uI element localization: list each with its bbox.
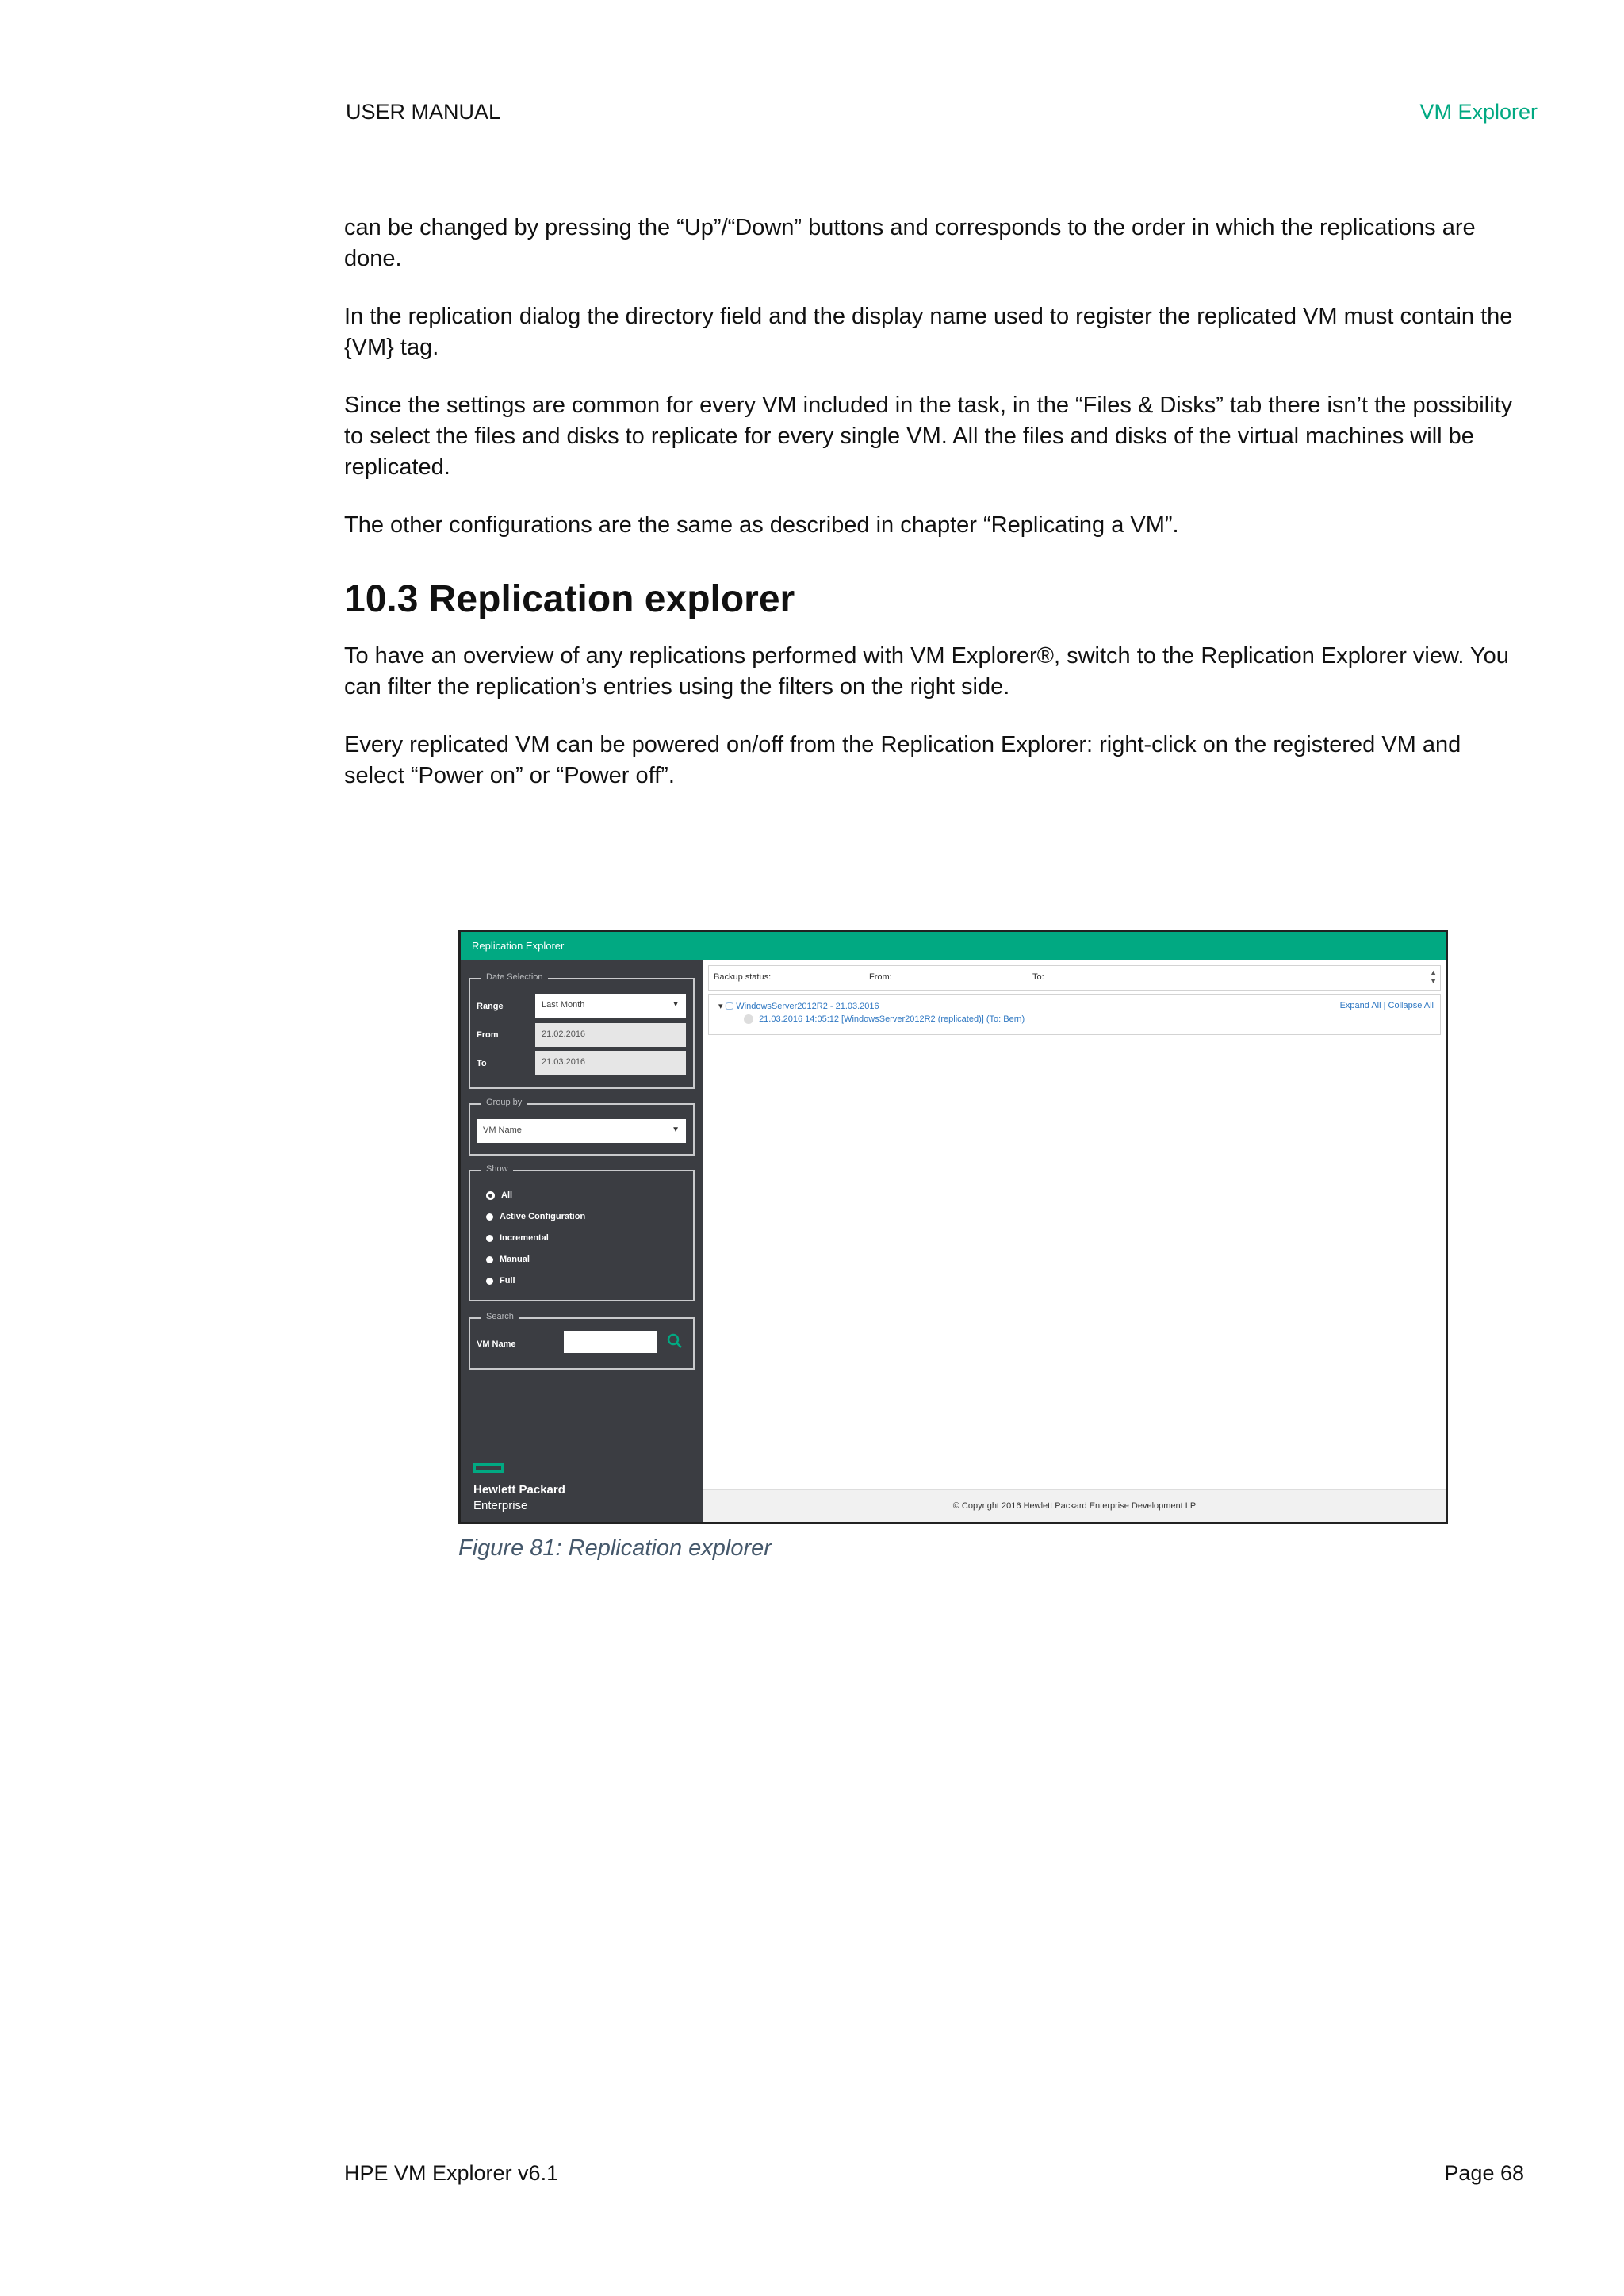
group-legend: Show: [481, 1164, 513, 1174]
header-doc-title: USER MANUAL: [346, 100, 501, 124]
status-to-label: To:: [1032, 972, 1044, 982]
window-title: Replication Explorer: [461, 932, 1446, 960]
results-panel: [703, 960, 1446, 1522]
search-icon[interactable]: [664, 1330, 686, 1352]
radio-label: Active Configuration: [500, 1212, 586, 1221]
monitor-icon: 🖵: [725, 1002, 734, 1011]
radio-active-configuration[interactable]: [486, 1212, 585, 1221]
backup-status-label: Backup status:: [714, 972, 772, 982]
range-dropdown[interactable]: [535, 994, 686, 1018]
scroll-arrows-icon[interactable]: ▲ ▼: [1430, 968, 1437, 985]
radio-icon: [486, 1235, 493, 1242]
status-circle-icon: [744, 1014, 753, 1024]
vm-name-search-input[interactable]: [564, 1331, 657, 1353]
hpe-logo-mark: [473, 1463, 504, 1473]
tree-entry-label: 21.03.2016 14:05:12 [WindowsServer2012R2 (replicated)] (To: Bern): [759, 1014, 1025, 1024]
group-by-group: [469, 1098, 695, 1156]
from-date-field[interactable]: 21.02.2016: [535, 1023, 686, 1047]
header-product-name: VM Explorer: [1419, 100, 1538, 124]
to-date-field[interactable]: 21.03.2016: [535, 1051, 686, 1075]
radio-icon: [486, 1278, 493, 1285]
to-label: To: [477, 1059, 487, 1068]
page-body: [344, 213, 1518, 818]
figure-caption: Figure 81: Replication explorer: [458, 1535, 772, 1561]
paragraph: Since the settings are common for every VM included in the task, in the “Files & Disks” tab there isn’t the possibility to select the files and disks to replicate for every single VM. All the files and disks of the virtual machines will be replicated.: [344, 393, 1513, 480]
vm-name-label: VM Name: [477, 1340, 516, 1349]
tree-node-vm[interactable]: [718, 1001, 879, 1012]
section-heading: 10.3 Replication explorer: [344, 578, 795, 620]
radio-icon: [486, 1213, 493, 1221]
replication-tree: [708, 994, 1441, 1035]
footer-version: HPE VM Explorer v6.1: [344, 2161, 559, 2185]
from-label: From: [477, 1030, 499, 1040]
range-label: Range: [477, 1002, 504, 1011]
radio-full[interactable]: [486, 1276, 515, 1286]
replication-explorer-screenshot: [458, 930, 1448, 1524]
range-value: Last Month: [542, 1000, 585, 1010]
radio-incremental[interactable]: [486, 1233, 549, 1243]
paragraph: can be changed by pressing the “Up”/“Down” buttons and corresponds to the order in which the replications are done.: [344, 215, 1476, 271]
copyright-bar: © Copyright 2016 Hewlett Packard Enterprise Development LP: [703, 1489, 1446, 1522]
date-selection-group: [469, 972, 695, 1089]
filter-panel: [461, 960, 703, 1522]
tree-node-replication[interactable]: [744, 1014, 1025, 1024]
radio-label: All: [501, 1190, 513, 1200]
group-by-value: VM Name: [483, 1125, 522, 1135]
paragraph: The other configurations are the same as described in chapter “Replicating a VM”.: [344, 512, 1179, 538]
paragraph: To have an overview of any replications performed with VM Explorer®, switch to the Replication Explorer view. You can filter the replication’s entries using the filters on the right side.: [344, 643, 1509, 700]
logo-text: Enterprise: [473, 1499, 528, 1512]
status-filter-bar: [708, 965, 1441, 991]
radio-label: Full: [500, 1276, 515, 1286]
search-group: [469, 1312, 695, 1370]
tree-node-label: WindowsServer2012R2 - 21.03.2016: [736, 1002, 879, 1011]
group-legend: Group by: [481, 1098, 527, 1107]
status-from-label: From:: [869, 972, 892, 982]
group-legend: Date Selection: [481, 972, 548, 982]
radio-label: Manual: [500, 1255, 530, 1264]
footer-page-number: Page 68: [1444, 2161, 1524, 2185]
expand-arrow-icon[interactable]: ▾: [718, 1002, 723, 1011]
radio-all[interactable]: [486, 1190, 512, 1200]
show-group: [469, 1164, 695, 1301]
chevron-down-icon: ▼: [672, 1125, 680, 1134]
radio-label: Incremental: [500, 1233, 549, 1243]
radio-manual[interactable]: [486, 1255, 530, 1264]
radio-icon: [486, 1256, 493, 1263]
radio-selected-icon: [486, 1191, 495, 1200]
expand-collapse-links[interactable]: Expand All | Collapse All: [1339, 1001, 1434, 1010]
chevron-down-icon: ▼: [672, 1000, 680, 1009]
group-by-dropdown[interactable]: [477, 1119, 686, 1143]
paragraph: In the replication dialog the directory field and the display name used to register the replicated VM must contain the {VM} tag.: [344, 304, 1513, 360]
paragraph: Every replicated VM can be powered on/off from the Replication Explorer: right-click on the registered VM and select “Power on” or “Power off”.: [344, 732, 1461, 788]
logo-text: Hewlett Packard: [473, 1483, 565, 1497]
group-legend: Search: [481, 1312, 519, 1321]
